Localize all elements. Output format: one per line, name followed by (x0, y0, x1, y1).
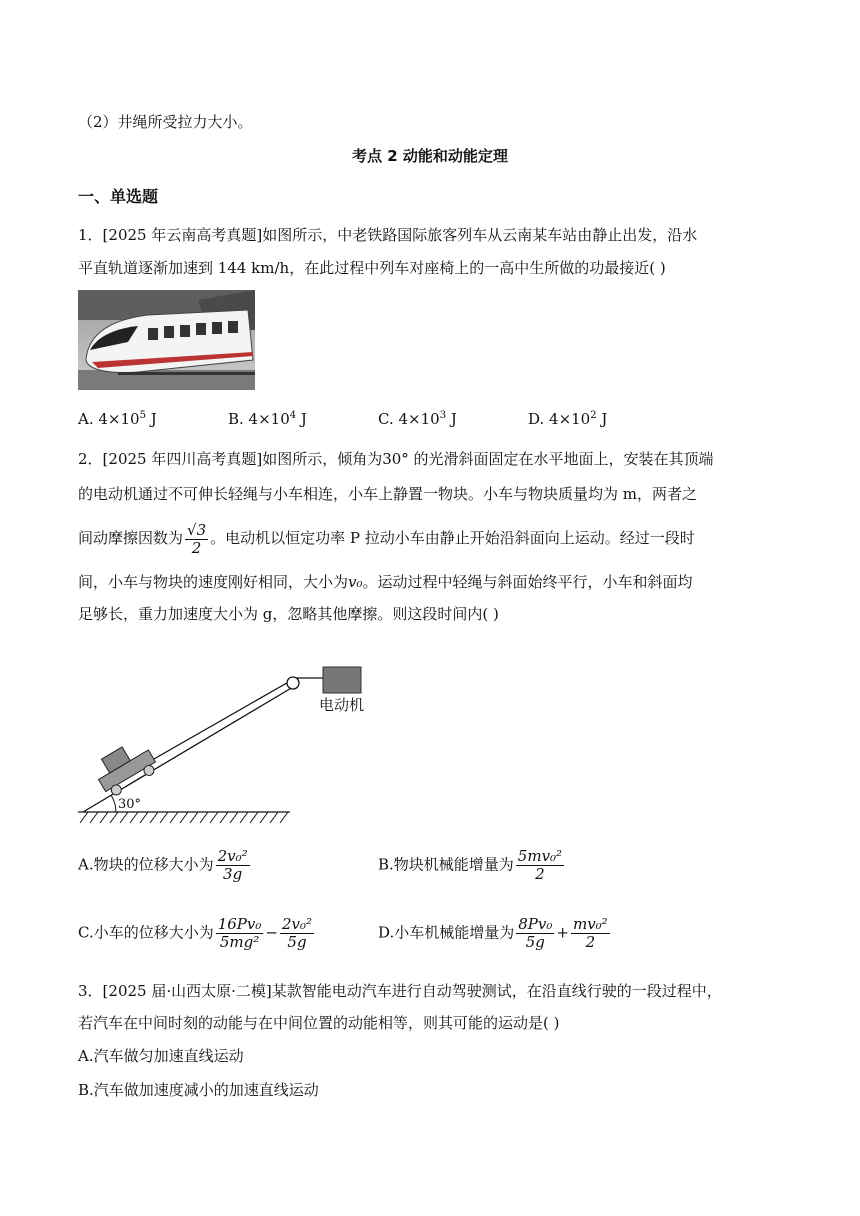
fraction-denominator: 5g (525, 933, 545, 951)
train-photo (78, 290, 255, 390)
q1-stem-line1: 1．[2025 年云南高考真题]如图所示，中老铁路国际旅客列车从云南某车站由静止出发，沿水 (78, 226, 698, 244)
q1-option-b[interactable]: B. $4\times 10^4$ J (228, 410, 307, 428)
fraction-denominator: 2 (535, 865, 545, 883)
q1-option-c[interactable]: C. $4\times 10^3$ J (378, 410, 457, 428)
fraction-numerator: 2v₀² (281, 915, 313, 933)
q2-line3-post: 。电动机以恒定功率 P 拉动小车由静止开始沿斜面向上运动。经过一段时 (210, 529, 695, 547)
q2-option-a-label: A.物块的位移大小为 (78, 855, 214, 874)
q2-option-c[interactable] (78, 916, 316, 951)
fraction-denominator: 5mg² (219, 933, 260, 951)
q2-option-a-fraction (216, 848, 250, 883)
fraction-numerator: 16Pv₀ (217, 915, 262, 933)
q2-option-b-label: B.物块机械能增量为 (378, 855, 514, 874)
q1-option-d[interactable]: D. $4\times 10^2$ J (528, 410, 608, 428)
q3-stem-line1: 3．[2025 届·山西太原·二模]某款智能电动汽车进行自动驾驶测试，在沿直线行驶的一段过程中， (78, 982, 722, 1000)
q3-stem-line2: 若汽车在中间时刻的动能与在中间位置的动能相等，则其可能的运动是( ) (78, 1014, 560, 1032)
v0-symbol: v₀ (348, 573, 363, 591)
q1-option-a[interactable]: A. $4\times 10^5$ J (78, 410, 157, 428)
q1-stem-line2: 平直轨道逐渐加速到 144 km/h，在此过程中列车对座椅上的一高中生所做的功最接近( ) (78, 259, 666, 277)
incline-diagram (78, 665, 378, 835)
fraction-denominator: 2 (585, 933, 596, 951)
fraction-denominator: 3g (223, 865, 243, 883)
q2-stem-line3 (78, 518, 695, 558)
q2-option-c-fraction-2 (280, 916, 314, 951)
q2-option-d-fraction-1 (516, 916, 554, 951)
q2-stem-line2: 的电动机通过不可伸长轻绳与小车相连，小车上静置一物块。小车与物块质量均为 m，两者之 (78, 485, 697, 503)
q2-option-b-fraction (516, 848, 564, 883)
plus-operator: + (556, 923, 569, 942)
fraction-numerator: 5mv₀² (517, 847, 563, 865)
fraction-denominator: 5g (287, 933, 307, 951)
q2-option-a[interactable] (78, 848, 252, 883)
q3-option-b[interactable]: B.汽车做加速度减小的加速直线运动 (78, 1081, 319, 1099)
q2-option-d-fraction-2 (571, 916, 610, 951)
q2-line4-pre: 间，小车与物块的速度刚好相同，大小为 (78, 573, 349, 591)
q2-line3-pre: 间动摩擦因数为 (78, 529, 184, 547)
q2-stem-line4 (78, 571, 693, 593)
fraction-numerator: 2v₀² (217, 847, 248, 865)
previous-question-item: （2）井绳所受拉力大小。 (78, 113, 253, 131)
mu-denominator: 2 (191, 538, 202, 557)
q3-option-a[interactable]: A.汽车做匀加速直线运动 (78, 1047, 244, 1065)
section-title: 考点 2 动能和动能定理 (352, 147, 508, 165)
fraction-numerator: mv₀² (572, 915, 608, 933)
q2-line4-post: 。运动过程中轻绳与斜面始终平行，小车和斜面均 (362, 573, 693, 591)
angle-label: 30° (118, 797, 142, 812)
fraction-numerator: 8Pv₀ (518, 915, 553, 933)
q2-stem-line5: 足够长，重力加速度大小为 g，忽略其他摩擦。则这段时间内( ) (78, 605, 499, 623)
section-heading: 一、单选题 (78, 187, 159, 206)
q2-option-b[interactable] (378, 848, 566, 883)
q2-option-c-fraction-1 (216, 916, 264, 951)
motor-label: 电动机 (319, 697, 365, 714)
q2-option-d-label: D.小车机械能增量为 (378, 923, 515, 942)
q2-stem-line1: 2．[2025 年四川高考真题]如图所示，倾角为30° 的光滑斜面固定在水平地面上，安装在其顶端 (78, 450, 714, 468)
friction-coefficient-fraction (185, 522, 208, 557)
minus-operator: − (265, 923, 278, 942)
q2-option-d[interactable] (378, 916, 612, 951)
q2-option-c-label: C.小车的位移大小为 (78, 923, 214, 942)
mu-numerator: √3 (187, 520, 207, 539)
